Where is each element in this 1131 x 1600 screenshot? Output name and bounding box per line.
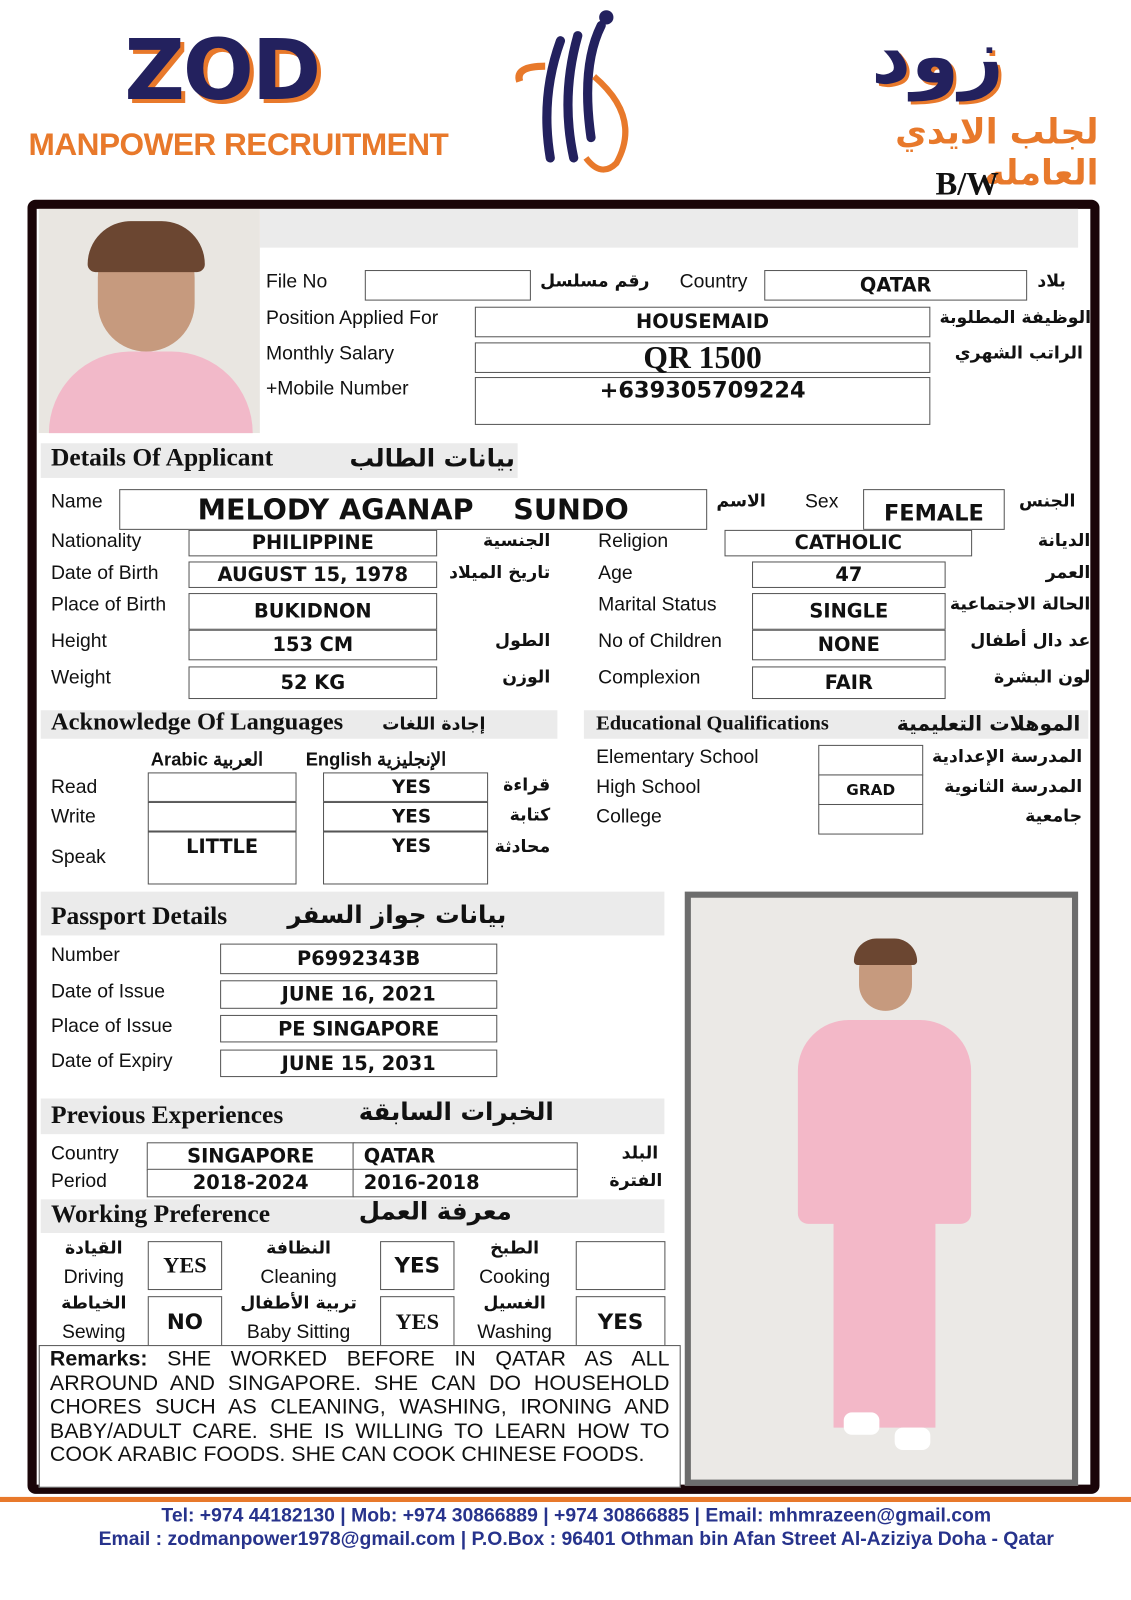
detail-arabic: الجنسية [483, 530, 551, 552]
salary-arabic: الراتب الشهري [954, 343, 1084, 364]
education-title-arabic: الموهلات التعليمية [896, 711, 1081, 736]
exp-period-arabic: الفترة [609, 1170, 663, 1192]
education-label: High School [596, 776, 701, 798]
exp-period-2: 2016-2018 [353, 1169, 578, 1198]
exp-country-1: SINGAPORE [147, 1142, 355, 1171]
passport-field: PE SINGAPORE [220, 1015, 497, 1043]
brand-arabic: زود [871, 10, 1004, 101]
name-label: Name [50, 491, 103, 513]
detail-label: Religion [598, 530, 669, 553]
preference-label: Cleaning [260, 1266, 337, 1289]
passport-label: Number [50, 944, 120, 967]
mobile-field: +639305709224 [475, 377, 930, 425]
salary-field: QR 1500 [475, 342, 930, 373]
preference-field [576, 1241, 666, 1290]
file-no-field [365, 270, 531, 301]
name-value: MELODY AGANAP SUNDO [197, 492, 629, 527]
education-title: Educational Qualifications [596, 712, 829, 735]
country-field: QATAR [764, 270, 1027, 301]
detail-label: Weight [50, 667, 111, 689]
detail-label: Age [598, 562, 633, 584]
detail-field: SINGLE [752, 593, 946, 630]
tagline-arabic: لجلب الايدي العامله [895, 112, 1099, 194]
brand-logo-text: ZOD [124, 22, 320, 120]
detail-arabic: لون البشرة [994, 667, 1091, 688]
top-band [260, 209, 1078, 248]
education-arabic: جامعية [1025, 806, 1083, 827]
detail-arabic: الديانة [1037, 530, 1091, 552]
name-arabic: الاسم [716, 491, 766, 512]
file-no-label: File No [265, 271, 328, 293]
preference-field: YES [380, 1296, 454, 1347]
detail-label: Height [50, 630, 107, 653]
remarks-text: SHE WORKED BEFORE IN QATAR AS ALL ARROUND AND SINGAPORE. SHE CAN DO HOUSEHOLD CHORES SUCH AS CLEANING, WASHING, IRONING AND BABY/ADULT CARE. SHE IS WILLING TO LEARN HOW TO COOK ARABIC FOODS. SHE CAN COOK CHINESE FOODS. [49, 1347, 670, 1467]
exp-country-arabic: البلد [621, 1143, 659, 1164]
detail-field: BUKIDNON [189, 593, 438, 630]
detail-arabic: تاريخ الميلاد [449, 562, 551, 583]
file-no-arabic: رقم مسلسل [540, 271, 650, 292]
education-field: GRAD [818, 774, 923, 805]
detail-arabic: العمر [1045, 562, 1091, 583]
preference-arabic: القيادة [64, 1238, 123, 1259]
preference-field: YES [576, 1296, 666, 1347]
detail-label: Nationality [50, 530, 142, 553]
detail-label: Date of Birth [50, 562, 159, 584]
country-label: Country [679, 271, 748, 293]
language-row-arabic: كتابة [509, 805, 551, 826]
detail-field: NONE [752, 630, 946, 661]
language-row-label: Speak [50, 846, 106, 869]
detail-arabic: الحالة الاجتماعية [949, 594, 1091, 615]
detail-field: AUGUST 15, 1978 [189, 561, 438, 587]
preference-label: Baby Sitting [246, 1321, 351, 1344]
brand-tagline: MANPOWER RECRUITMENT [28, 126, 449, 163]
experience-title: Previous Experiences [50, 1101, 284, 1130]
preference-field: YES [380, 1241, 454, 1290]
detail-label: No of Children [598, 630, 722, 653]
education-field [818, 745, 923, 776]
english-label: English [305, 748, 372, 770]
detail-arabic: الطول [495, 630, 551, 652]
detail-field: FAIR [752, 666, 946, 699]
passport-label: Place of Issue [50, 1015, 173, 1038]
education-label: College [596, 806, 662, 828]
details-title-arabic: بيانات الطالب [349, 444, 515, 473]
position-label: Position Applied For [265, 307, 439, 330]
preference-label: Washing [477, 1321, 552, 1344]
preference-title-arabic: معرفة العمل [358, 1197, 512, 1226]
passport-title-arabic: بيانات جواز السفر [287, 900, 507, 930]
arabic-label: Arabic [150, 748, 208, 770]
english-level-field: YES [323, 832, 488, 885]
detail-field: PHILIPPINE [189, 530, 438, 556]
exp-country-2: QATAR [353, 1142, 578, 1171]
languages-title-arabic: إجادة اللغات [382, 714, 486, 735]
preference-label: Driving [63, 1266, 124, 1289]
language-row-label: Read [50, 776, 98, 798]
details-title: Details Of Applicant [50, 444, 274, 472]
arabic-level-field [148, 772, 297, 802]
preference-field: NO [148, 1296, 222, 1347]
sex-field: FEMALE [863, 489, 1005, 530]
english-level-field: YES [323, 772, 488, 802]
preference-arabic: الخياطة [61, 1293, 127, 1314]
sex-arabic: الجنس [1019, 491, 1076, 512]
position-arabic: الوظيفة المطلوبة [939, 307, 1092, 329]
language-row-label: Write [50, 806, 96, 828]
remarks-label: Remarks: [49, 1347, 148, 1371]
education-label: Elementary School [596, 746, 759, 769]
preference-arabic: تربية الأطفال [240, 1293, 357, 1314]
footer-address-line: Email : zodmanpower1978@gmail.com | P.O.Box : 96401 Othman bin Afan Street Al-Aziziya Doha - Qatar [98, 1528, 1054, 1550]
detail-label: Place of Birth [50, 594, 167, 616]
exp-period-1: 2018-2024 [147, 1169, 355, 1198]
arabic-level-field: LITTLE [148, 832, 297, 885]
detail-field: 47 [752, 561, 946, 587]
position-field: HOUSEMAID [475, 307, 930, 338]
experience-title-arabic: الخبرات السابقة [358, 1097, 554, 1126]
name-field [119, 489, 707, 530]
country-arabic: بلاد [1037, 271, 1066, 292]
arabic-level-field [148, 802, 297, 832]
exp-country-label: Country [50, 1143, 119, 1165]
passport-field: JUNE 15, 2031 [220, 1050, 497, 1078]
english-label-ar: الإنجليزية [377, 748, 447, 770]
detail-arabic: الوزن [502, 667, 551, 688]
bw-label: B/W [935, 165, 999, 202]
preference-label: Sewing [61, 1321, 126, 1344]
english-column-header [306, 749, 447, 770]
arabic-column-header [151, 749, 263, 770]
passport-field: JUNE 16, 2021 [220, 980, 497, 1009]
preference-arabic: الغسيل [483, 1293, 546, 1314]
education-arabic: المدرسة الإعدادية [932, 746, 1083, 768]
language-row-arabic: قراءة [503, 775, 551, 796]
arabic-label-ar: العربية [213, 748, 264, 770]
exp-period-label: Period [50, 1170, 107, 1193]
education-field [818, 804, 923, 835]
sex-label: Sex [805, 491, 839, 513]
detail-field: 52 KG [189, 666, 438, 699]
detail-field: 153 CM [189, 630, 438, 661]
passport-field: P6992343B [220, 944, 497, 975]
preference-arabic: النظافة [266, 1238, 331, 1259]
preference-label: Cooking [479, 1266, 551, 1289]
detail-label: Marital Status [598, 594, 717, 616]
applicant-photo [39, 209, 260, 433]
footer-contact-line: Tel: +974 44182130 | Mob: +974 30866889 | +974 30866885 | Email: mhmrazeen@gmail.com [161, 1505, 992, 1527]
detail-label: Complexion [598, 667, 701, 689]
passport-label: Date of Issue [50, 981, 166, 1003]
passport-label: Date of Expiry [50, 1050, 173, 1072]
detail-field: CATHOLIC [725, 530, 973, 556]
english-level-field: YES [323, 802, 488, 832]
company-logo-icon [504, 5, 647, 178]
passport-title: Passport Details [50, 902, 228, 931]
education-arabic: المدرسة الثانوية [944, 776, 1083, 797]
mobile-label: +Mobile Number [265, 378, 409, 400]
preference-arabic: الطبخ [490, 1238, 540, 1259]
preference-title: Working Preference [50, 1200, 271, 1228]
language-row-arabic: محادثة [494, 836, 551, 857]
footer-divider [0, 1497, 1131, 1502]
detail-arabic: عد دال أطفال [970, 630, 1091, 652]
salary-label: Monthly Salary [265, 343, 395, 365]
full-body-photo [685, 892, 1078, 1486]
languages-title: Acknowledge Of Languages [50, 709, 344, 736]
remarks-box [39, 1345, 681, 1488]
preference-field: YES [148, 1241, 222, 1290]
